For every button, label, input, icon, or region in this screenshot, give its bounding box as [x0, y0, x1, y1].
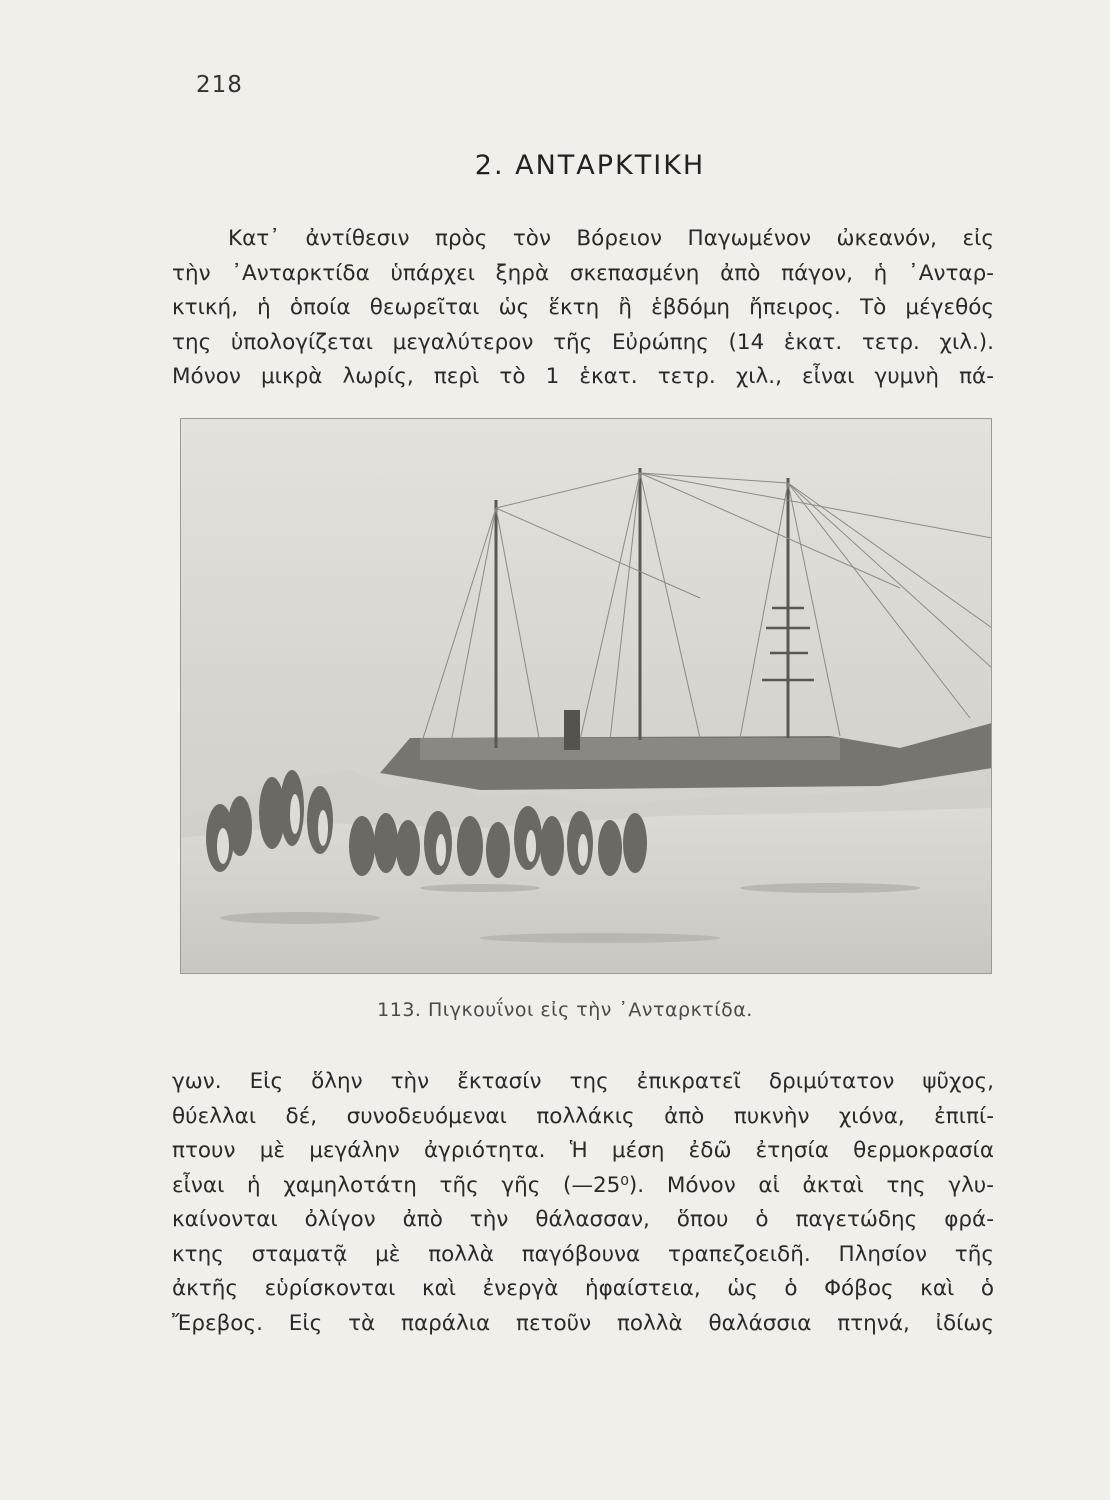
- paragraph-1-line: κτική, ἡ ὁποία θεωρεῖται ὡς ἕκτη ἢ ἑβδόμη ἤπειρος. Τὸ μέγεθός: [172, 295, 994, 320]
- paragraph-2-line: γων. Εἰς ὅλην τὴν ἔκτασίν της ἐπικρατεῖ δριμύτατον ψῦχος,: [172, 1069, 994, 1094]
- page-number: 218: [196, 72, 243, 98]
- ship-in-ice-photo: [180, 418, 992, 974]
- chapter-title: 2. ΑΝΤΑΡΚΤΙΚΗ: [474, 150, 706, 181]
- paragraph-2-line: πτουν μὲ μεγάλην ἀγριότητα. Ἡ μέση ἐδῶ ἐτησία θερμοκρασία: [172, 1138, 994, 1163]
- figure-caption: 113. Πιγκουΐνοι εἰς τὴν ᾿Ανταρκτίδα.: [377, 999, 753, 1021]
- paragraph-1: [172, 222, 994, 395]
- paragraph-1-line: τὴν ᾿Ανταρκτίδα ὑπάρχει ξηρὰ σκεπασμένη ἀπὸ πάγον, ἡ ᾿Ανταρ-: [172, 260, 994, 286]
- paragraph-2-line: ἀκτῆς εὑρίσκονται καὶ ἐνεργὰ ἡφαίστεια, ὡς ὁ Φόβος καὶ ὁ: [172, 1276, 994, 1301]
- paragraph-2: [172, 1065, 994, 1341]
- paragraph-2-line: θύελλαι δέ, συνοδευόμεναι πολλάκις ἀπὸ πυκνὴν χιόνα, ἐπιπί-: [172, 1103, 994, 1129]
- paragraph-2-line: κτης σταματᾷ μὲ πολλὰ παγόβουνα τραπεζοειδῆ. Πλησίον τῆς: [172, 1241, 994, 1267]
- paragraph-2-line: Ἔρεβος. Εἰς τὰ παράλια πετοῦν πολλὰ θαλάσσια πτηνά, ἰδίως: [172, 1310, 994, 1336]
- paragraph-1-line: Μόνον μικρὰ λωρίς, περὶ τὸ 1 ἑκατ. τετρ. χιλ., εἶναι γυμνὴ πά-: [172, 364, 994, 389]
- paragraph-1-line: Κατ᾿ ἀντίθεσιν πρὸς τὸν Βόρειον Παγωμένον ὠκεανόν, εἰς: [228, 226, 994, 251]
- paragraph-2-line: εἶναι ἡ χαμηλοτάτη τῆς γῆς (—25⁰). Μόνον αἱ ἀκταὶ της γλυ-: [172, 1172, 994, 1198]
- photo-illustration: [180, 418, 992, 974]
- paragraph-1-line: της ὑπολογίζεται μεγαλύτερον τῆς Εὐρώπης (14 ἑκατ. τετρ. χιλ.).: [172, 329, 994, 355]
- paragraph-2-line: καίνονται ὀλίγον ἀπὸ τὴν θάλασσαν, ὅπου ὁ παγετώδης φρά-: [172, 1207, 994, 1232]
